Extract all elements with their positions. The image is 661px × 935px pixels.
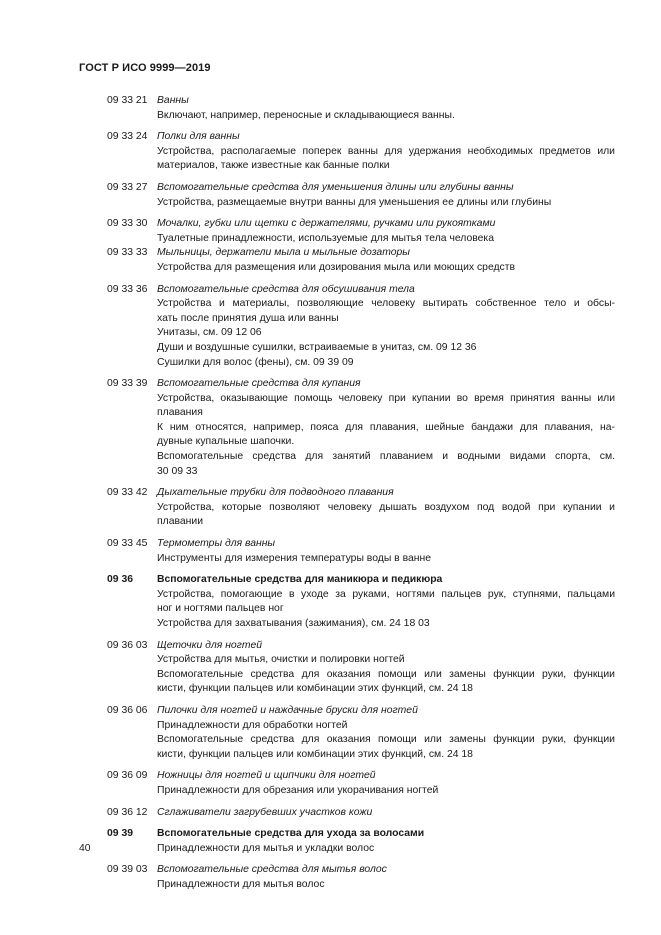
entry-title: Вспомогательные средства для уменьшения длины или глубины ванны [157, 181, 514, 193]
entry-description [157, 196, 615, 211]
description-line: Сушилки для волос (фены), см. 09 39 09 [157, 356, 354, 368]
entry-code: 09 39 03 [107, 864, 148, 876]
entry-title: Пилочки для ногтей и наждачные бруски для ногтей [157, 704, 418, 716]
description-line: кисти, функции пальцев или комбинации этих функций, см. 24 18 [157, 748, 473, 760]
entry-title: Ножницы для ногтей и щипчики для ногтей [157, 770, 376, 782]
entry-title: Термометры для ванны [157, 538, 276, 550]
entry-code: 09 36 06 [107, 704, 148, 716]
entry-code: 09 33 30 [107, 218, 148, 230]
description-line: Устройства, размещаемые внутри ванны для уменьшения ее длины или глубины [157, 196, 552, 208]
entry [107, 806, 615, 821]
entry-code: 09 36 03 [107, 639, 148, 651]
entry [107, 246, 615, 275]
entry [107, 863, 615, 892]
entry-description [157, 784, 615, 799]
entry-title: Сглаживатели загрубевших участков кожи [157, 806, 373, 818]
entry-heading [107, 573, 615, 588]
description-line: плавании [157, 516, 203, 528]
entry-title: Мыльницы, держатели мыла и мыльные дозаторы [157, 247, 410, 259]
entry-description [157, 719, 615, 763]
description-line: Устройства и материалы, позволяющие человеку вытирать собственное тело и обсы- [157, 298, 615, 310]
entry-description [157, 588, 615, 632]
entry [107, 827, 615, 856]
entry-description [157, 552, 615, 567]
entry-code: 09 33 36 [107, 283, 148, 295]
entry-heading [107, 806, 615, 821]
entry-description [157, 232, 615, 247]
entry-description [157, 261, 615, 276]
entry [107, 769, 615, 798]
entry-code: 09 33 39 [107, 378, 148, 390]
description-line: Вспомогательные средства для занятий плаванием и водными видами спорта, см. [157, 451, 615, 463]
entry-heading [107, 377, 615, 392]
classification-list [107, 94, 615, 900]
document-header: ГОСТ Р ИСО 9999—2019 [79, 62, 211, 74]
entry-heading [107, 639, 615, 654]
entry [107, 377, 615, 479]
entry-code: 09 33 24 [107, 131, 148, 143]
entry-title: Вспомогательные средства для обсушивания тела [157, 283, 415, 295]
description-line: Принадлежности для обрезания или укорачивания ногтей [157, 784, 439, 796]
description-line: Вспомогательные средства для оказания помощи или замены функции руки, функции [157, 668, 615, 680]
entry-heading [107, 283, 615, 298]
description-line: дувные купальные шапочки. [157, 436, 295, 448]
entry-description [157, 145, 615, 174]
entry-heading [107, 704, 615, 719]
entry-code: 09 33 42 [107, 487, 148, 499]
entry-code: 09 33 21 [107, 95, 148, 106]
entry-heading [107, 94, 615, 109]
entry-description [157, 109, 615, 124]
description-line: Инструменты для измерения температуры воды в ванне [157, 552, 432, 564]
entry-heading [107, 863, 615, 878]
description-line: Устройства для размещения или дозирования мыла или моющих средств [157, 261, 516, 273]
entry-heading [107, 537, 615, 552]
description-line: Устройства, помогающие в уходе за руками, ногтями пальцев рук, ступнями, пальцами [157, 588, 615, 600]
description-line: Включают, например, переносные и складывающиеся ванны. [157, 109, 455, 121]
description-line: Устройства, оказывающие помощь человеку при купании во время принятия ванны или [157, 392, 615, 404]
entry [107, 283, 615, 371]
entry-heading [107, 769, 615, 784]
description-line: Унитазы, см. 09 12 06 [157, 327, 262, 339]
entry-title: Ванны [157, 95, 189, 106]
entry [107, 537, 615, 566]
description-line: Устройства, которые позволяют человеку дышать воздухом под водой при купании и [157, 501, 615, 513]
description-line: 30 09 33 [157, 465, 198, 477]
description-line: Принадлежности для мытья и укладки волос [157, 842, 375, 854]
description-line: кисти, функции пальцев или комбинации этих функций, см. 24 18 [157, 683, 473, 695]
entry-description [157, 297, 615, 370]
entry-heading [107, 217, 615, 232]
description-line: плавания [157, 407, 203, 419]
entry-description [157, 878, 615, 893]
entry-heading [107, 827, 615, 842]
page-number: 40 [79, 843, 91, 854]
entry [107, 217, 615, 246]
entry-heading [107, 246, 615, 261]
entry [107, 704, 615, 762]
entry-title: Мочалки, губки или щетки с держателями, ручками или рукоятками [157, 218, 496, 230]
entry-code: 09 33 27 [107, 181, 148, 193]
entry-title: Щеточки для ногтей [157, 639, 263, 651]
description-line: Устройства для захватывания (зажимания), см. 24 18 03 [157, 618, 430, 629]
description-line: Души и воздушные сушилки, встраиваемые в унитаз, см. 09 12 36 [157, 341, 477, 353]
entry-heading [107, 181, 615, 196]
entry-code: 09 36 12 [107, 806, 148, 818]
entry [107, 573, 615, 631]
description-line: Принадлежности для обработки ногтей [157, 719, 348, 731]
description-line: ног и ногтями пальцев ног [157, 603, 284, 615]
entry-title: Вспомогательные средства для купания [157, 378, 361, 390]
entry-title: Вспомогательные средства для мытья волос [157, 864, 387, 876]
entry-description [157, 501, 615, 530]
entry-code: 09 33 45 [107, 538, 148, 550]
description-line: Устройства, располагаемые поперек ванны для удержания необходимых предметов или [157, 145, 615, 157]
description-line: Туалетные принадлежности, используемые для мытья тела человека [157, 232, 494, 244]
entry-code: 09 36 [107, 574, 134, 586]
entry-description [157, 653, 615, 697]
description-line: Принадлежности для мытья волос [157, 878, 325, 890]
description-line: Вспомогательные средства для оказания помощи или замены функции руки, функции [157, 734, 615, 746]
entry-description [157, 392, 615, 480]
entry-title: Вспомогательные средства для ухода за волосами [157, 828, 425, 840]
entry-title: Полки для ванны [157, 131, 240, 143]
entry-heading [107, 130, 615, 145]
entry-description [157, 842, 615, 857]
entry-heading [107, 486, 615, 501]
entry-title: Вспомогательные средства для маникюра и педикюра [157, 574, 443, 586]
entry-code: 09 39 [107, 828, 134, 840]
entry [107, 94, 615, 123]
description-line: К ним относятся, например, пояса для плавания, шейные бандажи для плавания, на- [157, 421, 615, 433]
entry [107, 639, 615, 697]
entry [107, 130, 615, 174]
entry [107, 486, 615, 530]
description-line: материалов, также известные как банные полки [157, 160, 390, 172]
description-line: хать после принятия душа или ванны [157, 312, 339, 324]
entry-code: 09 36 09 [107, 770, 148, 782]
description-line: Устройства для мытья, очистки и полировки ногтей [157, 654, 405, 666]
entry-code: 09 33 33 [107, 247, 148, 259]
entry [107, 181, 615, 210]
entry-title: Дыхательные трубки для подводного плавания [157, 487, 394, 499]
